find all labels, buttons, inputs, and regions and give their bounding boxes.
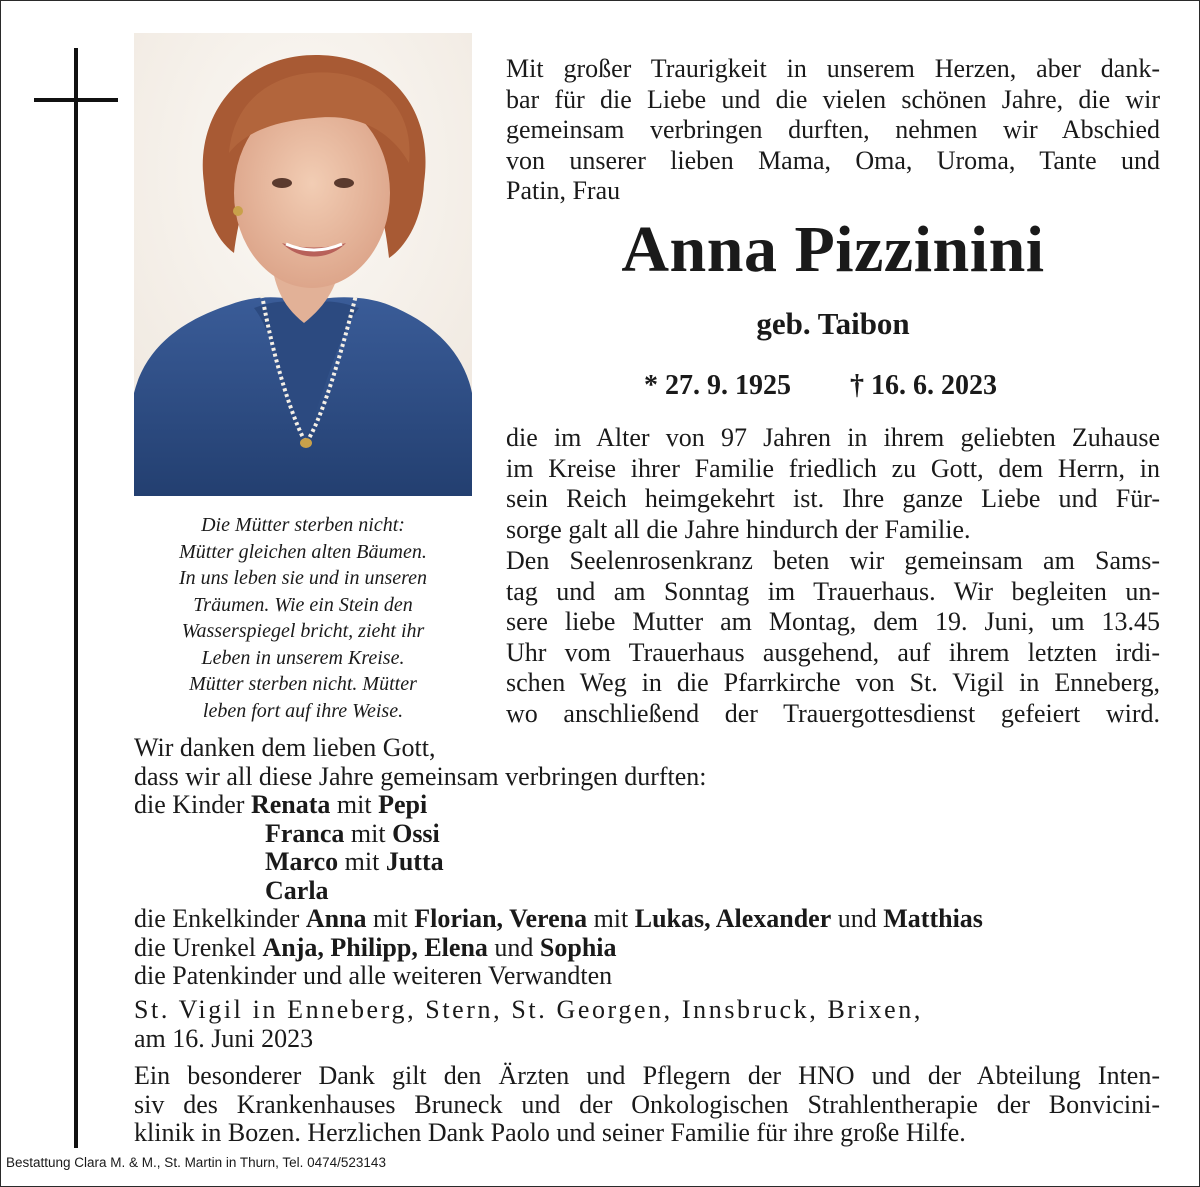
word-and: und [837, 904, 877, 933]
portrait-photo [134, 33, 472, 496]
word-with: mit [336, 790, 372, 819]
text-line: Patin, Frau [506, 176, 621, 205]
poem-quote [134, 512, 472, 724]
text-line: tag und am Sonntag im Trauerhaus. Wir begleiten un- [506, 576, 1160, 606]
poem-line: Wasserspiegel bricht, zieht ihr [181, 620, 425, 642]
word-and: und [494, 932, 534, 962]
partner-name: Pepi [378, 790, 428, 819]
text-line: bar für die Liebe und die vielen schönen Jahre, die wir [506, 84, 1160, 114]
text-line: wo anschließend der Trauergottesdienst gefeiert wird. [506, 698, 1160, 728]
great-grandchildren-row [134, 934, 1164, 963]
poem-line: Mütter sterben nicht. Mütter [189, 673, 417, 695]
poem-line: Die Mütter sterben nicht: [201, 514, 405, 536]
children-row [134, 820, 1164, 849]
text-line: schen Weg in die Pfarrkirche von St. Vigil in Enneberg, [506, 668, 1160, 697]
children-row [134, 877, 1164, 906]
text-line: siv des Krankenhauses Bruneck und der Onkologischen Strahlentherapie der Bonvicini- [134, 1089, 1160, 1119]
thanks-paragraph [134, 1062, 1160, 1148]
deceased-name: Anna Pizzinini [621, 213, 1045, 286]
word-with: mit [350, 818, 386, 848]
partner-name: Ossi [392, 818, 440, 848]
death-date: † 16. 6. 2023 [850, 370, 997, 401]
grandchild-name: Anna [305, 904, 367, 933]
great-grandchild-name: Anja, Philipp, Elena [262, 932, 488, 962]
text-line: Den Seelenrosenkranz beten wir gemeinsam am Sams- [506, 546, 1160, 575]
funeral-paragraph [506, 546, 1160, 729]
great-grandchild-name: Sophia [539, 932, 617, 962]
partner-name: Jutta [385, 847, 444, 876]
grandchild-name: Lukas, Alexander [634, 904, 832, 933]
word-with: mit [373, 904, 408, 933]
text-line: im Kreise ihrer Familie friedlich zu Gott, dem Herrn, in [506, 453, 1160, 483]
family-intro-line: Wir danken dem lieben Gott, [134, 733, 436, 762]
locations: St. Vigil in Enneberg, Stern, St. Georgen, Innsbruck, Brixen, [134, 995, 923, 1024]
cross-icon [74, 48, 78, 1148]
text-line: Uhr vom Trauerhaus ausgehend, auf ihrem letzten irdi- [506, 637, 1160, 667]
grandchild-name: Florian, Verena [414, 904, 588, 933]
child-name: Marco [265, 847, 339, 876]
poem-line: leben fort auf ihre Weise. [202, 699, 404, 722]
child-name: Carla [265, 875, 329, 905]
poem-line: In uns leben sie und in unseren [178, 567, 428, 589]
child-name: Renata [250, 790, 331, 819]
mourners-list [134, 734, 1164, 991]
funeral-home-footer: Bestattung Clara M. & M., St. Martin in Thurn, Tel. 0474/523143 [6, 1155, 386, 1170]
grandchildren-label: die Enkelkinder [134, 904, 300, 933]
child-name: Franca [265, 818, 345, 848]
word-with: mit [344, 847, 380, 876]
great-grandchildren-label: die Urenkel [134, 932, 257, 962]
children-row [134, 848, 1164, 877]
poem-line: Träumen. Wie ein Stein den [193, 593, 413, 616]
birth-date: * 27. 9. 1925 [644, 370, 791, 401]
poem-line: Leben in unserem Kreise. [201, 646, 405, 669]
text-line: sorge galt all die Jahre hindurch der Familie. [506, 514, 971, 544]
grandchildren-row [134, 905, 1164, 934]
text-line: gemeinsam verbringen durften, nehmen wir Abschied [506, 115, 1160, 144]
godchildren-line: die Patenkinder und alle weiteren Verwandten [134, 961, 613, 990]
grandchild-name: Matthias [883, 904, 983, 933]
word-with: mit [593, 904, 629, 933]
text-line: Mit großer Traurigkeit in unserem Herzen, aber dank- [506, 54, 1160, 83]
family-intro-line: dass wir all diese Jahre gemeinsam verbringen durften: [134, 761, 707, 791]
text-line: Ein besonderer Dank gilt den Ärzten und Pflegern der HNO und der Abteilung Inten- [134, 1061, 1160, 1090]
cross-icon-bar [34, 98, 118, 102]
birth-name: geb. Taibon [756, 306, 910, 341]
children-row [134, 791, 1164, 820]
text-line: klinik in Bozen. Herzlichen Dank Paolo und seiner Familie für ihre große Hilfe. [134, 1118, 966, 1147]
text-line: sein Reich heimgekehrt ist. Ihre ganze Liebe und Für- [506, 484, 1160, 513]
text-line: sere liebe Mutter am Montag, dem 19. Juni, um 13.45 [506, 607, 1160, 636]
passing-paragraph [506, 423, 1160, 545]
text-line: die im Alter von 97 Jahren in ihrem geliebten Zuhause [506, 423, 1160, 452]
notice-date: am 16. Juni 2023 [134, 1023, 314, 1053]
place-and-date [134, 996, 1164, 1053]
poem-line: Mütter gleichen alten Bäumen. [179, 540, 427, 563]
children-label: die Kinder [134, 790, 245, 819]
text-line: von unserer lieben Mama, Oma, Uroma, Tante und [506, 145, 1160, 175]
intro-paragraph [506, 54, 1160, 207]
